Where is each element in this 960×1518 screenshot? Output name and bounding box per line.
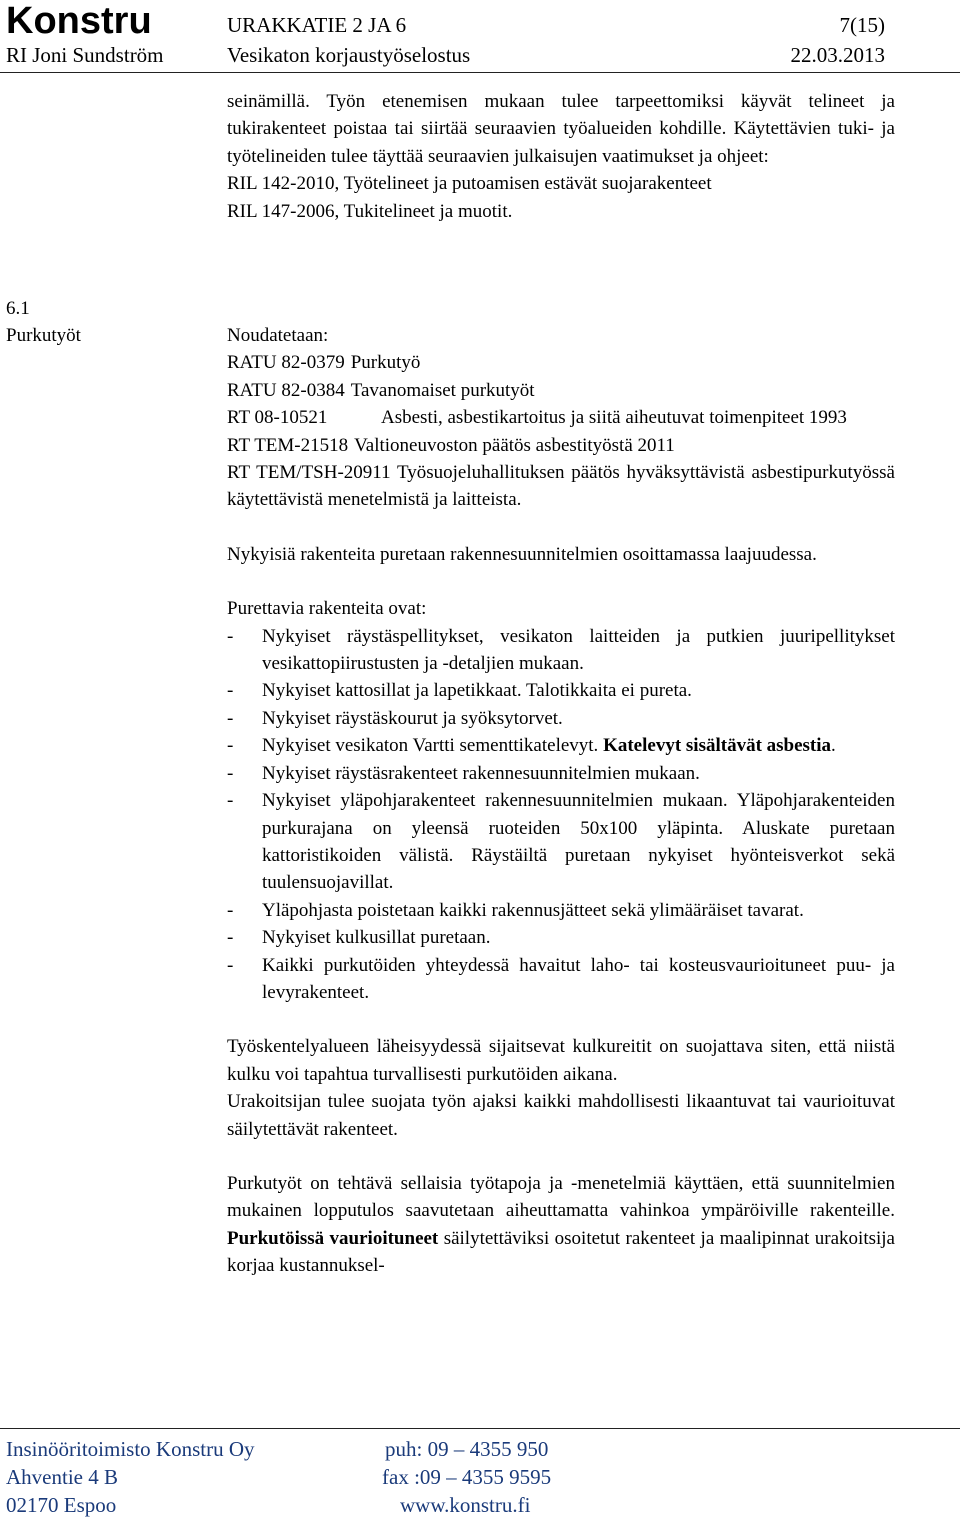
list-bullet: - [227, 680, 234, 702]
list-item [227, 787, 895, 897]
reference-code: RT TEM/TSH-20911 [227, 462, 391, 484]
list-item [227, 897, 895, 924]
closing-text-b: säilytettäviksi osoitetut rakenteet ja maalipinnat urakoitsija korjaa kustannuksel- [227, 1227, 895, 1277]
list-item [227, 952, 895, 1007]
list-item-text: Nykyiset kattosillat ja lapetikkaat. Talotikkaita ei pureta. [262, 680, 692, 702]
closing-text-a: Purkutyöt on tehtävä sellaisia työtapoja ja -menetelmiä käyttäen, että suunnitelmien mukainen lopputulos saavutetaan aiheuttamatta vahinkoa ympäröiville rakenteille. [227, 1172, 895, 1222]
closing-bold: Purkutöissä vaurioituneet [227, 1227, 439, 1249]
list-item [227, 760, 895, 787]
document-title: Vesikaton korjaustyöselostus [227, 43, 471, 67]
list-item-text: Nykyiset räystäsrakenteet rakennesuunnitelmien mukaan. [262, 762, 700, 784]
reference-row [227, 404, 895, 431]
project-title: URAKKATIE 2 JA 6 [227, 13, 407, 37]
list-item-text: Kaikki purkutöiden yhteydessä havaitut laho- tai kosteusvaurioituneet puu- ja levyrakenteet. [262, 954, 895, 1003]
reference-row [227, 432, 895, 459]
list-item-text [262, 732, 895, 759]
list-bullet: - [227, 735, 234, 757]
footer-city: 02170 Espoo [6, 1493, 117, 1517]
list-bullet: - [227, 927, 234, 949]
page-number: 7(15) [839, 13, 885, 37]
footer-street: Ahventie 4 B [6, 1465, 118, 1489]
reference-ril-142: RIL 142-2010, Työtelineet ja putoamisen estävät suojarakenteet [227, 173, 712, 195]
list-title: Purettavia rakenteita ovat: [227, 598, 427, 620]
asbestos-warning: Katelevyt sisältävät asbestia [603, 735, 832, 757]
list-item-text: Nykyiset räystäskourut ja syöksytorvet. [262, 707, 563, 729]
list-bullet: - [227, 790, 234, 812]
reference-row [227, 459, 895, 514]
protection-paragraph: Urakoitsijan tulee suojata työn ajaksi kaikki mahdollisesti likaantuvat tai vaurioituvat säilytettävät rakenteet. [227, 1091, 895, 1140]
intro-block [227, 88, 895, 225]
reference-text: Asbesti, asbestikartoitus ja siitä aiheutuvat toimenpiteet 1993 [381, 407, 847, 429]
list-bullet: - [227, 762, 234, 784]
footer-company: Insinööritoimisto Konstru Oy [6, 1437, 255, 1461]
footer-website: www.konstru.fi [400, 1493, 531, 1517]
footer-fax: fax :09 – 4355 9595 [382, 1465, 552, 1489]
closing-paragraph [227, 1170, 895, 1280]
section-title: Purkutyöt [6, 325, 81, 346]
list-item [227, 732, 895, 759]
reference-text: Purkutyö [350, 352, 421, 374]
list-item [227, 924, 895, 951]
reference-text: Työsuojeluhallituksen päätös hyväksyttävistä asbestipurkutyössä käytettävistä menetelmistä ja laitteista. [227, 462, 895, 511]
reference-code: RATU 82-0379 [227, 352, 345, 374]
list-bullet: - [227, 707, 234, 729]
reference-row [227, 377, 895, 404]
header-divider [0, 72, 960, 73]
document-date: 22.03.2013 [790, 43, 885, 67]
safety-paragraph: Työskentelyalueen läheisyydessä sijaitsevat kulkureitit on suojattava siten, että niistä kulku voi tapahtua turvallisesti purkutöiden aikana. [227, 1036, 895, 1085]
list-item-text: Nykyiset kulkusillat puretaan. [262, 927, 491, 949]
list-item-normal: Nykyiset vesikaton Vartti sementtikatelevyt. [262, 735, 599, 757]
intro-paragraph: seinämillä. Työn etenemisen mukaan tulee tarpeettomiksi käyvät telineet ja tukirakenteet poistaa tai siirtää seuraavien työalueiden kohdille. Käytettävien tuki- ja työtelineiden tulee täyttää seuraavien julkaisujen vaatimukset ja ohjeet: [227, 91, 895, 167]
reference-code: RT TEM-21518 [227, 434, 349, 456]
footer-phone: puh: 09 – 4355 950 [385, 1437, 549, 1461]
reference-code: RATU 82-0384 [227, 379, 345, 401]
list-item-text: Yläpohjasta poistetaan kaikki rakennusjätteet sekä ylimääräiset tavarat. [262, 899, 804, 921]
list-item [227, 705, 895, 732]
scope-paragraph: Nykyisiä rakenteita puretaan rakennesuunnitelmien osoittamassa laajuudessa. [227, 543, 817, 565]
list-item-text: Nykyiset yläpohjarakenteet rakennesuunnitelmien mukaan. Yläpohjarakenteiden purkurajana on yleensä ruoteiden 50x100 yläpinta. Aluskate puretaan kattoristikoiden välistä. Räystäiltä puretaan nykyiset hyönteisverkot sekä tuulensuojavillat. [262, 790, 895, 894]
section-body [227, 322, 895, 1280]
reference-code: RT 08-10521 [227, 407, 328, 429]
list-item-text: Nykyiset räystäspellitykset, vesikaton laitteiden ja putkien juuripellitykset vesikattopiirustusten ja -detaljien mukaan. [262, 625, 895, 675]
author: RI Joni Sundström [6, 43, 164, 67]
list-bullet: - [227, 899, 234, 921]
list-bullet: - [227, 954, 234, 976]
follow-label: Noudatetaan: [227, 325, 329, 346]
reference-ril-147: RIL 147-2006, Tukitelineet ja muotit. [227, 200, 513, 222]
list-bullet: - [227, 625, 234, 647]
reference-text: Tavanomaiset purkutyöt [350, 379, 535, 401]
list-item [227, 623, 895, 678]
list-item [227, 677, 895, 704]
section-number: 6.1 [6, 298, 30, 319]
company-logo: Konstru [6, 0, 152, 42]
reference-row [227, 349, 895, 376]
footer-divider [0, 1428, 960, 1429]
reference-text: Valtioneuvoston päätös asbestityöstä 2011 [354, 434, 675, 456]
list-item-end: . [831, 735, 836, 757]
